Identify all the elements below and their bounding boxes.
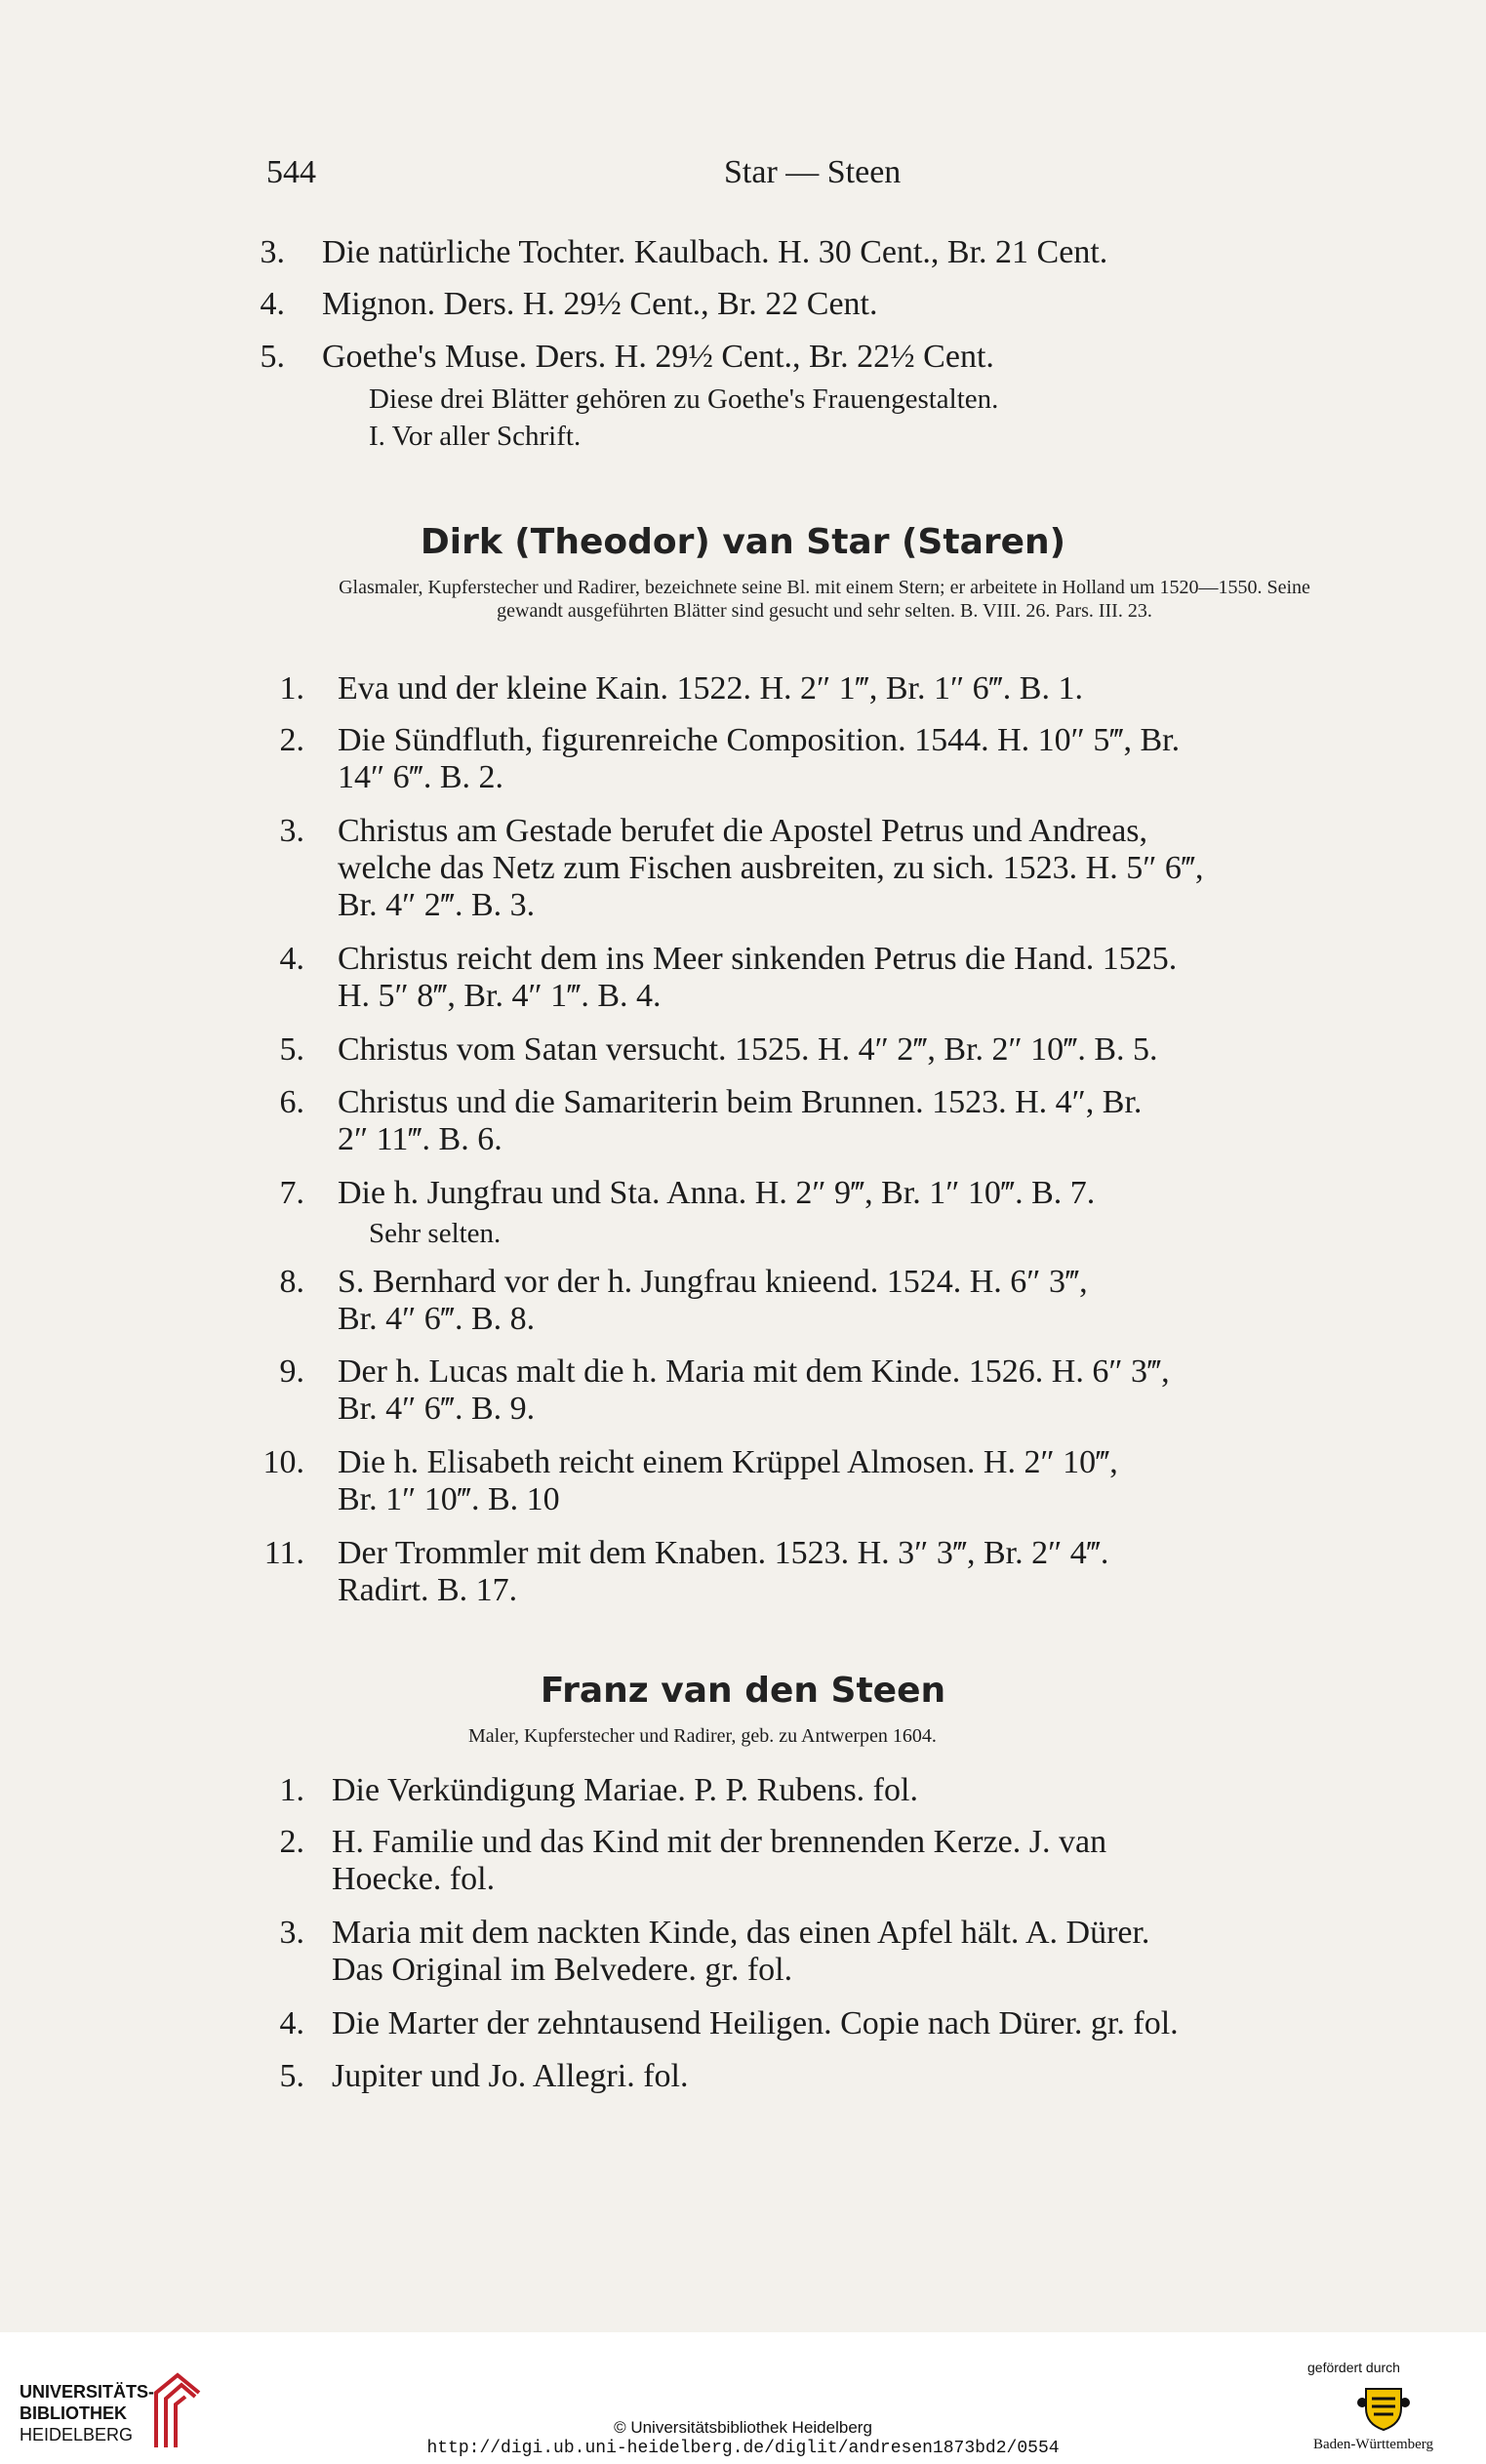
sponsor-name: Baden-Württemberg: [1313, 2437, 1434, 2452]
entry-number: 8.: [279, 1264, 304, 1300]
entry-note: I. Vor aller Schrift.: [369, 421, 582, 452]
entry-text: Christus vom Satan versucht. 1525. H. 4″ 2‴, Br. 2″ 10‴. B. 5.: [338, 1031, 1158, 1068]
entry-text: Die h. Elisabeth reicht einem Krüppel Almosen. H. 2″ 10‴,: [338, 1444, 1118, 1480]
entry-text: Jupiter und Jo. Allegri. fol.: [332, 2058, 689, 2094]
running-title: Star — Steen: [724, 154, 902, 190]
entry-number: 5.: [279, 2058, 304, 2094]
entry-number: 10.: [262, 1444, 304, 1480]
entry-text: Maria mit dem nackten Kinde, das einen Apfel hält. A. Dürer.: [332, 1915, 1150, 1951]
entry-number: 9.: [279, 1353, 304, 1390]
entry-number: 5.: [260, 339, 285, 375]
entry-text: S. Bernhard vor der h. Jungfrau knieend. 1524. H. 6″ 3‴,: [338, 1264, 1088, 1300]
entry-text: Christus reicht dem ins Meer sinkenden Petrus die Hand. 1525.: [338, 941, 1178, 977]
entry-note: Sehr selten.: [369, 1218, 502, 1249]
entry-text: Hoecke. fol.: [332, 1861, 496, 1897]
entry-number: 6.: [279, 1084, 304, 1120]
permalink-url[interactable]: http://digi.ub.uni-heidelberg.de/diglit/andresen1873bd2/0554: [426, 2439, 1060, 2458]
entry-number: 1.: [279, 670, 304, 707]
entry-number: 11.: [263, 1535, 304, 1571]
library-name-line3: HEIDELBERG: [20, 2425, 134, 2444]
library-logo-icon: [148, 2371, 207, 2449]
entry-text: Der h. Lucas malt die h. Maria mit dem Kinde. 1526. H. 6″ 3‴,: [338, 1353, 1170, 1390]
sponsor-label: gefördert durch: [1307, 2360, 1400, 2375]
entry-text: Die natürliche Tochter. Kaulbach. H. 30 Cent., Br. 21 Cent.: [322, 234, 1108, 270]
entry-text: Der Trommler mit dem Knaben. 1523. H. 3″ 3‴, Br. 2″ 4‴.: [338, 1535, 1109, 1571]
page-number: 544: [266, 154, 316, 190]
section-description: Maler, Kupferstecher und Radirer, geb. zu Antwerpen 1604.: [468, 1725, 937, 1747]
entry-text: 2″ 11‴. B. 6.: [338, 1121, 502, 1157]
entry-text: H. Familie und das Kind mit der brennenden Kerze. J. van: [332, 1824, 1107, 1860]
entry-number: 5.: [279, 1031, 304, 1068]
entry-text: Die Sündfluth, figurenreiche Composition. 1544. H. 10″ 5‴, Br.: [338, 722, 1181, 758]
entry-note: Diese drei Blätter gehören zu Goethe's Frauengestalten.: [369, 384, 999, 415]
section-description: Glasmaler, Kupferstecher und Radirer, bezeichnete seine Bl. mit einem Stern; er arbeitete in Holland um 1520—1550. Seine gewandt ausgeführten Blätter sind gesucht und sehr selten. B. VIII. 26. Pars. III. 23.: [339, 577, 1310, 622]
entry-number: 7.: [279, 1175, 304, 1211]
section-heading: Franz van den Steen: [540, 1671, 946, 1711]
entry-text: Eva und der kleine Kain. 1522. H. 2″ 1‴, Br. 1″ 6‴. B. 1.: [338, 670, 1083, 707]
entry-text: Br. 1″ 10‴. B. 10: [338, 1481, 560, 1517]
entry-number: 2.: [279, 722, 304, 758]
copyright-text: © Universitätsbibliothek Heidelberg: [614, 2418, 872, 2437]
entry-number: 4.: [279, 941, 304, 977]
entry-text: welche das Netz zum Fischen ausbreiten, zu sich. 1523. H. 5″ 6‴,: [338, 850, 1204, 886]
entry-text: Die Verkündigung Mariae. P. P. Rubens. fol.: [332, 1772, 918, 1808]
entry-text: Goethe's Muse. Ders. H. 29½ Cent., Br. 22½ Cent.: [322, 339, 994, 375]
entry-text: 14″ 6‴. B. 2.: [338, 759, 503, 795]
entry-text: Radirt. B. 17.: [338, 1572, 518, 1608]
entry-number: 3.: [279, 1915, 304, 1951]
entry-number: 1.: [279, 1772, 304, 1808]
entry-text: Br. 4″ 6‴. B. 9.: [338, 1391, 536, 1427]
entry-text: Die Marter der zehntausend Heiligen. Copie nach Dürer. gr. fol.: [332, 2005, 1179, 2041]
entry-text: Mignon. Ders. H. 29½ Cent., Br. 22 Cent.: [322, 286, 878, 322]
entry-text: Christus und die Samariterin beim Brunnen. 1523. H. 4″, Br.: [338, 1084, 1143, 1120]
library-name-line1: UNIVERSITÄTS-: [20, 2382, 155, 2402]
entry-number: 2.: [279, 1824, 304, 1860]
entry-number: 4.: [279, 2005, 304, 2041]
entry-text: Br. 4″ 2‴. B. 3.: [338, 887, 536, 923]
library-name-line2: BIBLIOTHEK: [20, 2403, 127, 2423]
entry-number: 3.: [279, 813, 304, 849]
coat-of-arms-icon: [1356, 2381, 1411, 2432]
section-heading: Dirk (Theodor) van Star (Staren): [420, 522, 1066, 562]
entry-number: 4.: [260, 286, 285, 322]
entry-text: Das Original im Belvedere. gr. fol.: [332, 1952, 793, 1988]
entry-text: H. 5″ 8‴, Br. 4″ 1‴. B. 4.: [338, 978, 662, 1014]
entry-text: Christus am Gestade berufet die Apostel Petrus und Andreas,: [338, 813, 1148, 849]
entry-text: Br. 4″ 6‴. B. 8.: [338, 1301, 536, 1337]
entry-text: Die h. Jungfrau und Sta. Anna. H. 2″ 9‴, Br. 1″ 10‴. B. 7.: [338, 1175, 1096, 1211]
entry-number: 3.: [260, 234, 285, 270]
